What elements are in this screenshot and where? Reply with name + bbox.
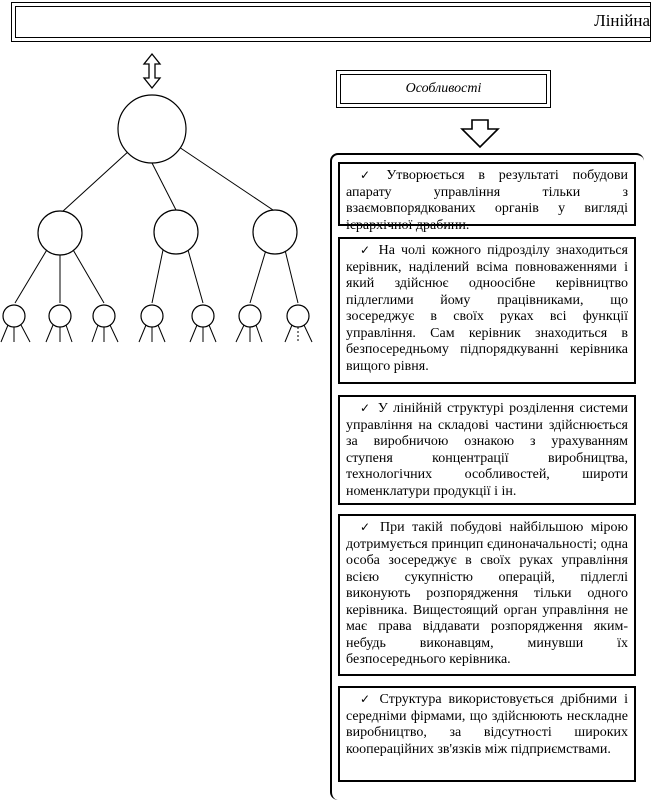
feature-card: [338, 686, 636, 782]
check-icon: ✓: [360, 520, 375, 534]
feature-text: ✓ Утворюється в результаті побудови апарату управління тільки з взаємовпорядкованих органів у вигляді ієрархічної драбини.: [346, 168, 628, 233]
hollow-down-arrow-icon: [460, 119, 500, 149]
features-label: Особливості: [340, 74, 547, 104]
feature-card: [338, 514, 636, 676]
hierarchy-tree: [0, 50, 330, 370]
title-box-inner: [15, 6, 650, 38]
feature-card: [338, 237, 636, 384]
feature-text: ✓ На чолі кожного підрозділу знаходиться керівник, наділений всіма повноваженнями і який здійснює одноосібне керівництво підлеглими йому працівниками, що зосереджує в своїх руках всі функції управління. Сам керівник знаходиться в безпосередньому підпорядкуванні керівника вищого рівня.: [346, 243, 628, 374]
diagram-title: Лінійна: [594, 11, 650, 30]
feature-text: ✓ При такій побудові найбільшою мірою дотримується принцип єдиноначальності; одна особа зосереджує в своїх руках управління всією сукупністю операцій, підлеглі виконують розпорядження тільки одного керівника. Вищестоящий орган управління не має права віддавати розпорядження яким-небудь виконавцям, минувши їх безпосереднього керівника.: [346, 520, 628, 667]
feature-text: ✓ У лінійній структурі розділення системи управління на складові частини здійснюється за виробничою ознакою з урахуванням ступеня концентрації виробництва, технологічних особливостей, широти номенклатури продукції і ін.: [346, 401, 629, 499]
title-box: [11, 2, 651, 42]
check-icon: ✓: [360, 243, 373, 257]
feature-card: [338, 395, 636, 505]
check-icon: ✓: [360, 168, 381, 182]
feature-text: ✓ Структура використовується дрібними і середніми фірмами, що здійснюють нескладне виробництво, за відсутності широких коопераційних зв'язків між підприємствами.: [346, 692, 629, 757]
check-icon: ✓: [360, 401, 372, 415]
features-header-box: [336, 70, 551, 108]
feature-card: [338, 162, 636, 233]
check-icon: ✓: [360, 692, 374, 706]
